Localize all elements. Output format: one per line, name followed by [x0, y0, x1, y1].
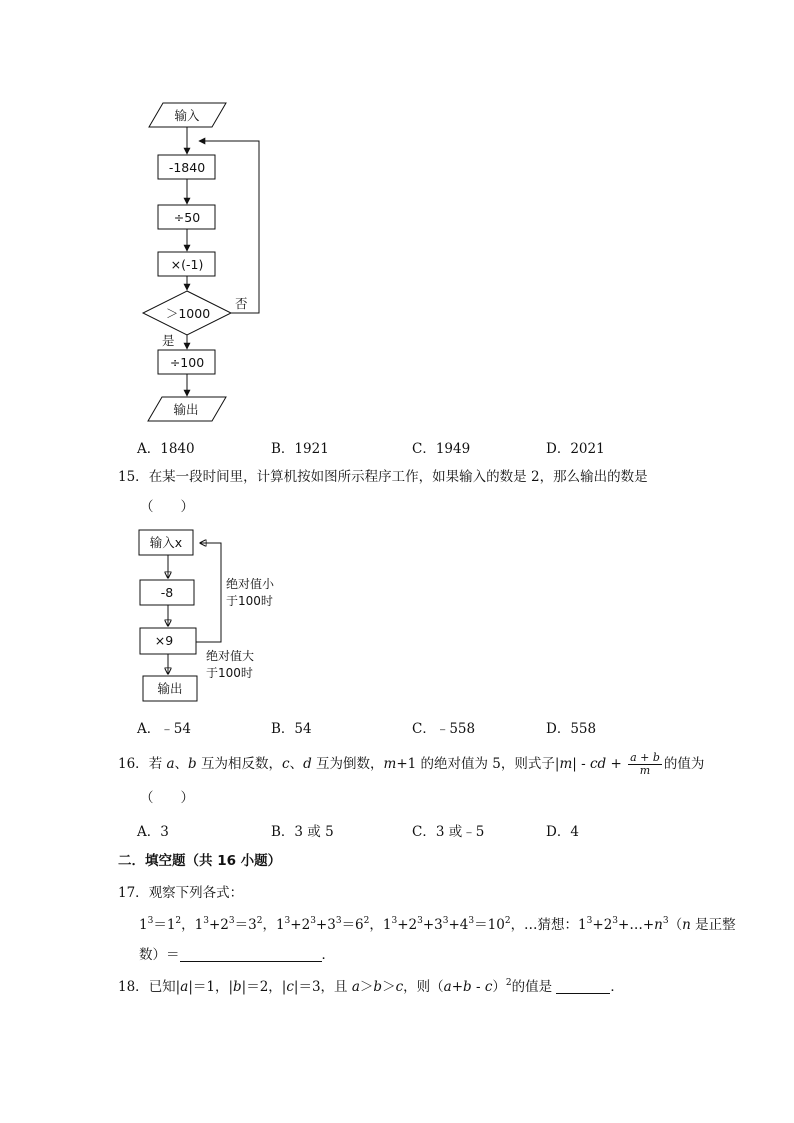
flow-input-text: 输入 [174, 108, 200, 123]
q15-paren: （ ） [140, 499, 194, 515]
q17-text: 观察下列各式： [148, 885, 244, 901]
q16-paren: （ ） [140, 790, 194, 806]
flow15-loop-label-1: 绝对值小 [226, 577, 275, 591]
var-m: m [559, 756, 573, 772]
q16-option-b: B．3 或 5 [271, 824, 334, 840]
flow-step4-text: ÷100 [169, 355, 205, 370]
var-b: b [188, 756, 197, 772]
q15-option-c: C．﹣558 [412, 721, 476, 737]
q15-number: 15． [118, 469, 149, 485]
q16-text: | - [572, 756, 590, 772]
q16-text: 互为相反数， [196, 756, 282, 772]
flow15-exit-label-1: 绝对值大 [206, 649, 255, 663]
q15-option-a: A．﹣54 [137, 721, 191, 737]
q16-option-c: C．3 或﹣5 [412, 824, 485, 840]
flow-step3-text: ×(-1) [170, 257, 204, 272]
flow15-output-text: 输出 [157, 681, 183, 696]
var-a: a [166, 756, 175, 772]
q17-question [118, 883, 243, 903]
q17-answer-line: 数）＝ ． [139, 947, 335, 963]
var-m: m [383, 756, 397, 772]
section-title: 二．填空题（共 16 小题） [118, 853, 282, 869]
flow-decision-text: ＞1000 [165, 306, 211, 321]
q14-option-b: B．1921 [271, 441, 329, 457]
flow15-loop-label-2: 于100时 [226, 594, 273, 608]
var-cd: cd [589, 756, 607, 772]
flow-step2-text: ÷50 [173, 210, 201, 225]
q16-option-d: D．4 [546, 824, 579, 840]
flow-step1-text: -1840 [168, 160, 206, 175]
q16-number: 16． [118, 756, 149, 772]
q17-formula-line: $1^3=1^2$，$1^3+2^3=3^2$，$1^3+2^3+3^3=6^2$，$1^3+2^3+3^3+4^3=10^2$，…猜想：$1^3+2^3+\dots+n^3(n$ 是正整 [139, 916, 736, 933]
q17-number: 17． [118, 885, 149, 901]
flow15-step2-text: ×9 [154, 633, 174, 648]
q14-option-c: C．1949 [412, 441, 471, 457]
q16-text: 互为倒数， [311, 756, 384, 772]
q15-option-b: B．54 [271, 721, 312, 737]
answer-blank[interactable] [556, 979, 610, 994]
q16-text: 、 [174, 756, 189, 772]
q14-option-a: A．1840 [137, 441, 195, 457]
q15-text: 在某一段时间里，计算机按如图所示程序工作，如果输入的数是 2，那么输出的数是 [148, 469, 648, 485]
answer-blank[interactable] [180, 947, 322, 962]
flow-no-label: 否 [235, 296, 248, 311]
flow15-input-text: 输入x [149, 535, 183, 550]
flow-output-text: 输出 [173, 402, 199, 417]
flow-yes-label: 是 [162, 333, 175, 348]
var-d: d [303, 756, 312, 772]
q16-text: +1 的绝对值为 5，则式子| [396, 756, 560, 772]
q14-option-d: D．2021 [546, 441, 605, 457]
q16-option-a: A．3 [137, 824, 169, 840]
q16-text: 若 [148, 756, 167, 772]
q15-option-d: D．558 [546, 721, 597, 737]
fraction [628, 752, 662, 777]
q18-question: 18．已知|a|＝1，|b|＝2，|c|＝3，且 a＞b＞c，则$(a+b - c)^2$的值是 ． [118, 978, 624, 995]
q16-text: 的值为 [663, 756, 705, 772]
q16-text: 、 [289, 756, 304, 772]
fraction-numerator: a + b [630, 751, 660, 764]
fraction-denominator: m [639, 764, 651, 777]
var-c: c [282, 756, 290, 772]
q16-question [118, 752, 704, 777]
flow15-exit-label-2: 于100时 [206, 666, 253, 680]
q16-text: + [606, 756, 627, 772]
flow15-step1-text: -8 [160, 585, 174, 600]
